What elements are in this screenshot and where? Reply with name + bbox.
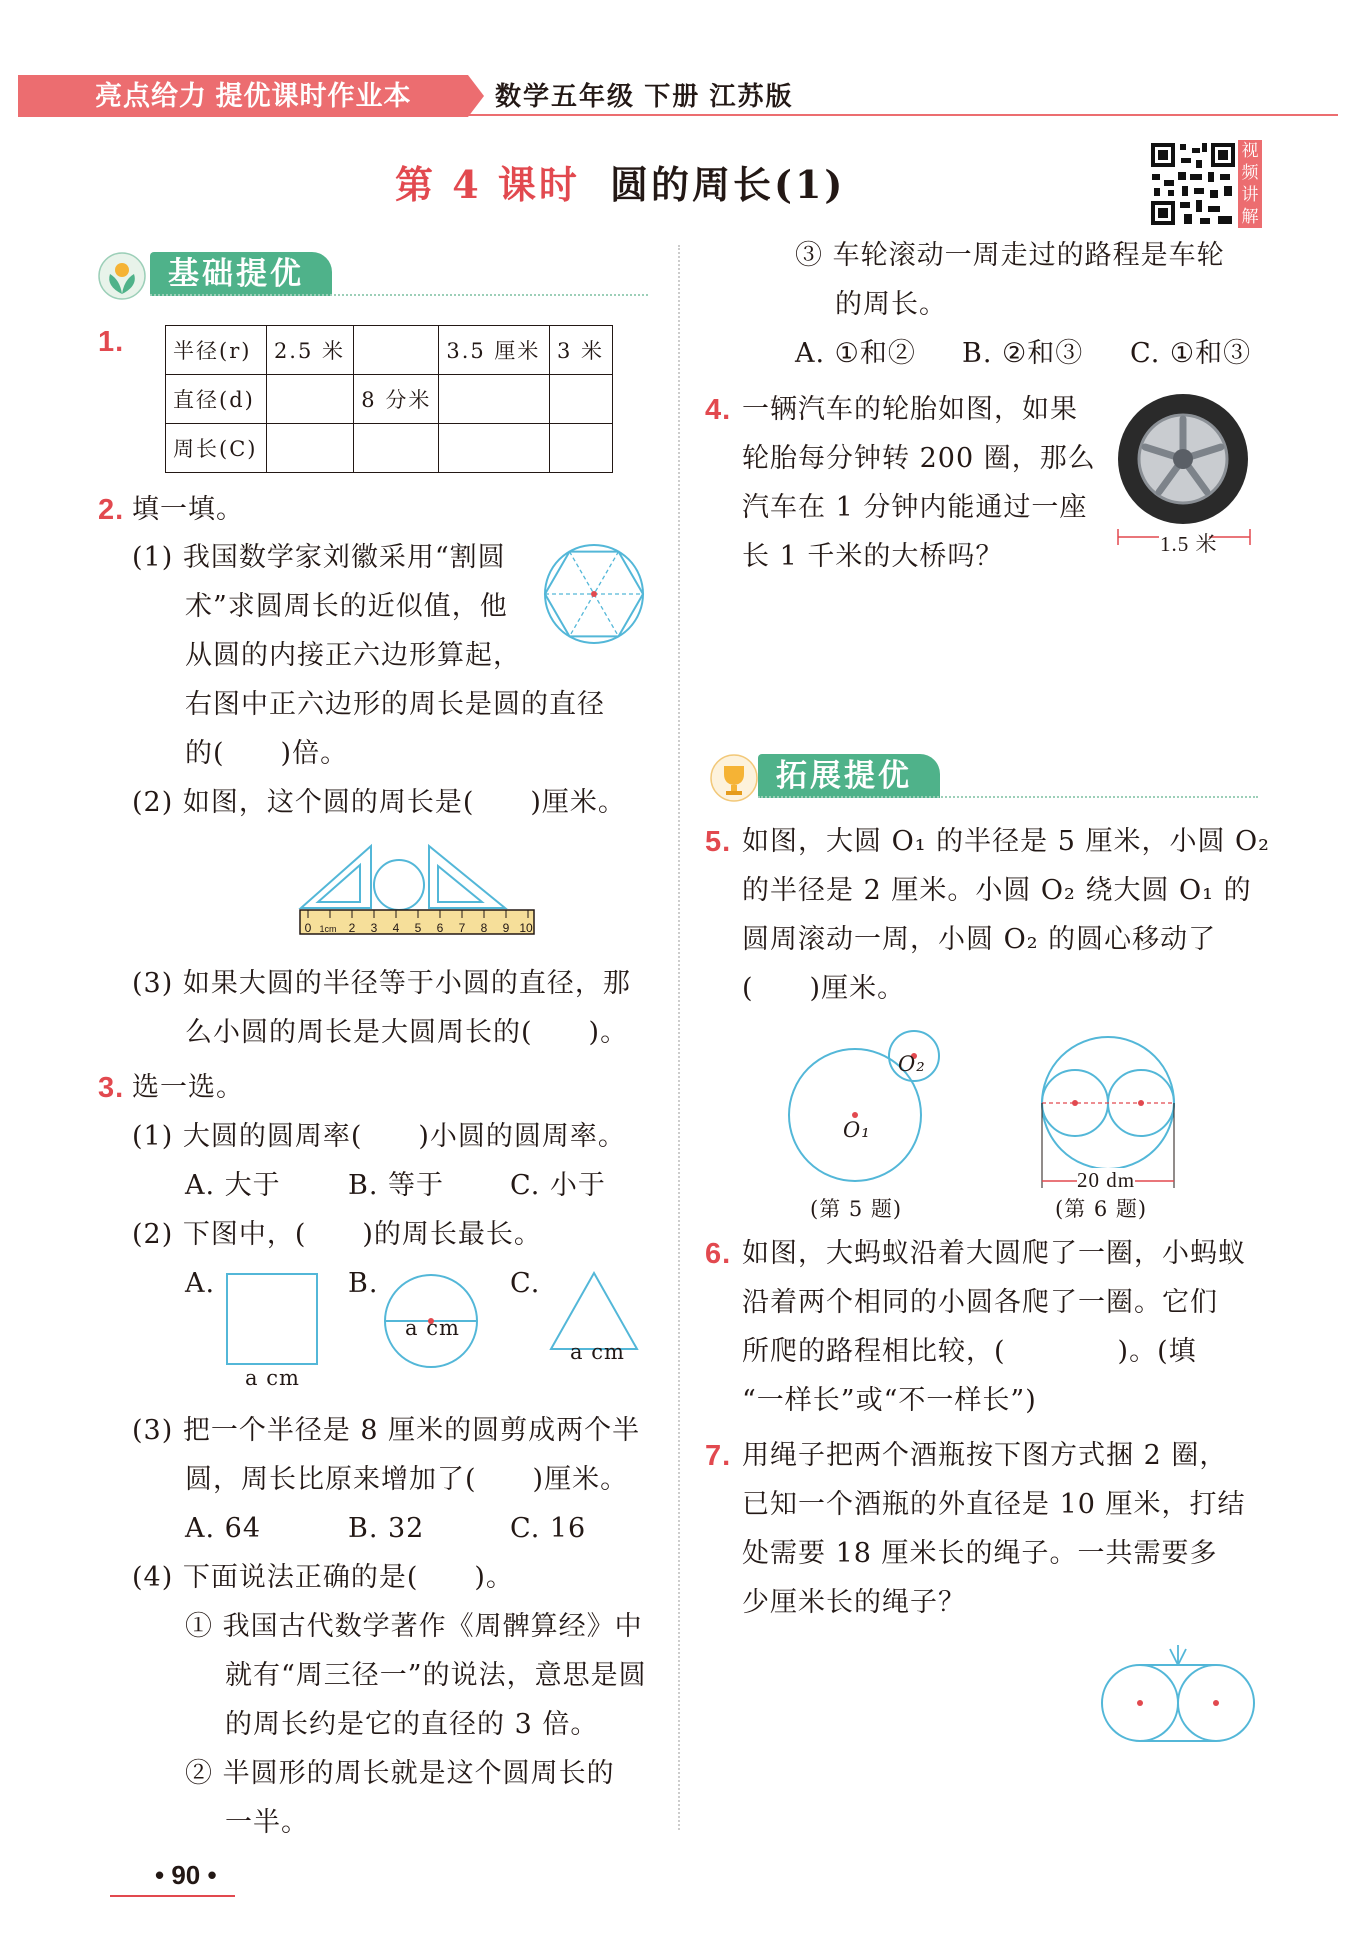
statement-text: ③ 车轮滚动一周走过的路程是车轮 xyxy=(795,240,1225,271)
triangle-side-label: a cm xyxy=(570,1340,625,1364)
table-cell: 2.5 米 xyxy=(266,326,353,375)
question-text: (1) 我国数学家刘徽采用“割圆 xyxy=(132,542,506,573)
question-text: 一辆汽车的轮胎如图，如果 xyxy=(742,394,1078,425)
ruler-triangles-figure xyxy=(298,838,538,940)
diameter-label: a cm xyxy=(405,1316,460,1340)
page-title: 圆的周长(1) xyxy=(610,162,846,207)
tag-char: 解 xyxy=(1241,207,1259,227)
question-text: 如图，大蚂蚁沿着大圆爬了一圈，小蚂蚁 xyxy=(742,1238,1246,1269)
question-text: 已知一个酒瓶的外直径是 10 厘米，打结 xyxy=(742,1489,1246,1520)
qr-code-icon[interactable] xyxy=(1148,140,1238,228)
question-text: 圆周滚动一周，小圆 O₂ 的圆心移动了 xyxy=(742,924,1217,955)
option-a[interactable]: A. xyxy=(185,1268,216,1299)
table-cell[interactable] xyxy=(550,424,613,473)
ruler-tick-label: 8 xyxy=(480,921,488,935)
question-text: 轮胎每分钟转 200 圈，那么 xyxy=(742,443,1096,474)
book-info: 数学五年级 下册 江苏版 xyxy=(495,81,794,111)
ruler-tick-label: 1cm xyxy=(319,924,337,934)
question-text: “一样长”或“不一样长”) xyxy=(742,1385,1037,1416)
hexagon-in-circle-figure xyxy=(542,542,647,647)
statement-text: 就有“周三径一”的说法，意思是圆 xyxy=(225,1660,647,1691)
table-cell[interactable] xyxy=(354,424,439,473)
ruler-tick-label: 6 xyxy=(436,921,444,935)
question-text: 少厘米长的绳子？ xyxy=(742,1587,966,1618)
table-cell[interactable] xyxy=(354,326,439,375)
table-cell[interactable] xyxy=(439,424,550,473)
section-basic-title: 基础提优 xyxy=(150,252,332,296)
section-underline xyxy=(150,294,648,296)
question-text: 沿着两个相同的小圆各爬了一圈。它们 xyxy=(742,1287,1218,1318)
option-a[interactable]: A. 大于 xyxy=(185,1170,281,1201)
question-number: 6. xyxy=(705,1238,732,1270)
question-text: 用绳子把两个酒瓶按下图方式捆 2 圈， xyxy=(742,1440,1228,1471)
table-row xyxy=(166,424,613,473)
question-heading: 选一选。 xyxy=(132,1072,244,1103)
table-cell: 直径(d) xyxy=(166,375,267,424)
option-a[interactable]: A. ①和② xyxy=(795,338,916,369)
tag-char: 频 xyxy=(1241,163,1259,183)
table-cell: 3.5 厘米 xyxy=(439,326,550,375)
question-text: 汽车在 1 分钟内能通过一座 xyxy=(742,492,1088,523)
section-extend-title: 拓展提优 xyxy=(758,754,940,798)
column-divider xyxy=(678,245,680,1830)
question-number: 7. xyxy=(705,1440,732,1472)
page-number-rule xyxy=(110,1895,235,1897)
question-text: 的( )倍。 xyxy=(185,738,349,769)
table-cell: 8 分米 xyxy=(354,375,439,424)
radius-table xyxy=(165,325,613,473)
table-cell[interactable] xyxy=(266,375,353,424)
ruler-tick-label: 4 xyxy=(392,921,400,935)
option-a[interactable]: A. 64 xyxy=(185,1513,262,1544)
table-cell: 半径(r) xyxy=(166,326,267,375)
option-b[interactable]: B. 32 xyxy=(348,1513,425,1544)
table-cell[interactable] xyxy=(266,424,353,473)
table-row xyxy=(166,375,613,424)
figure-caption: (第 5 题) xyxy=(810,1197,903,1221)
tire-diameter-label: 1.5 米 xyxy=(1160,532,1218,556)
lesson-number: 第 4 课时 xyxy=(395,162,580,207)
diameter-label: 20 dm xyxy=(1077,1168,1136,1192)
question-text: (3) 把一个半径是 8 厘米的圆剪成两个半 xyxy=(132,1415,641,1446)
table-cell: 3 米 xyxy=(550,326,613,375)
ruler-tick-label: 0 xyxy=(304,921,312,935)
square-figure xyxy=(225,1272,320,1367)
question-heading: 填一填。 xyxy=(132,494,244,525)
statement-text: ① 我国古代数学著作《周髀算经》中 xyxy=(185,1611,643,1642)
table-cell[interactable] xyxy=(550,375,613,424)
question-text: 从圆的内接正六边形算起， xyxy=(185,640,521,671)
center-o1-label: O₁ xyxy=(843,1118,871,1142)
question-text: 右图中正六边形的周长是圆的直径 xyxy=(185,689,605,720)
question-number: 2. xyxy=(98,494,125,526)
question-text: (2) 下图中，( )的周长最长。 xyxy=(132,1219,542,1250)
ruler-tick-label: 9 xyxy=(502,921,510,935)
table-row xyxy=(166,326,613,375)
question-text: 术”求圆周长的近似值，他 xyxy=(185,591,508,622)
option-c[interactable]: C. ①和③ xyxy=(1130,338,1252,369)
option-b[interactable]: B. xyxy=(348,1268,379,1299)
center-o2-label: O₂ xyxy=(898,1052,926,1076)
option-b[interactable]: B. ②和③ xyxy=(962,338,1084,369)
tag-char: 视 xyxy=(1241,141,1259,161)
figure-caption: (第 6 题) xyxy=(1055,1197,1148,1221)
option-b[interactable]: B. 等于 xyxy=(348,1170,445,1201)
ruler-tick-label: 10 xyxy=(519,921,533,935)
statement-text: 的周长。 xyxy=(835,289,947,320)
question-text: 长 1 千米的大桥吗？ xyxy=(742,541,1004,572)
section-underline xyxy=(758,796,1258,798)
question-number: 4. xyxy=(705,394,732,426)
sprout-icon xyxy=(96,250,152,300)
table-cell[interactable] xyxy=(439,375,550,424)
question-number: 3. xyxy=(98,1072,125,1104)
series-title: 亮点给力 提优课时作业本 xyxy=(95,81,412,111)
question-text: 如图，大圆 O₁ 的半径是 5 厘米，小圆 O₂ xyxy=(742,826,1271,857)
bottles-rope-figure xyxy=(1098,1635,1260,1745)
ruler-tick-label: 2 xyxy=(348,921,356,935)
page-number: • 90 • xyxy=(155,1860,217,1890)
question-text: 么小圆的周长是大圆周长的( )。 xyxy=(185,1017,629,1048)
header-band-tip xyxy=(468,75,484,117)
question-text: (3) 如果大圆的半径等于小圆的直径，那 xyxy=(132,968,631,999)
question-text: (2) 如图，这个圆的周长是( )厘米。 xyxy=(132,787,626,818)
question-text: (4) 下面说法正确的是( )。 xyxy=(132,1562,514,1593)
rolling-circles-figure xyxy=(785,1025,945,1185)
ruler-tick-label: 3 xyxy=(370,921,378,935)
statement-text: 的周长约是它的直径的 3 倍。 xyxy=(225,1709,599,1740)
question-text: ( )厘米。 xyxy=(742,973,906,1004)
tag-char: 讲 xyxy=(1241,185,1259,205)
question-text: 所爬的路程相比较，( )。(填 xyxy=(742,1336,1197,1367)
ruler-tick-label: 5 xyxy=(414,921,422,935)
question-text: 圆，周长比原来增加了( )厘米。 xyxy=(185,1464,629,1495)
statement-text: 一半。 xyxy=(225,1807,309,1838)
question-text: (1) 大圆的圆周率( )小圆的圆周率。 xyxy=(132,1121,626,1152)
trophy-icon xyxy=(708,752,760,802)
question-text: 处需要 18 厘米长的绳子。一共需要多 xyxy=(742,1538,1218,1569)
table-cell: 周长(C) xyxy=(166,424,267,473)
video-explain-tag[interactable] xyxy=(1238,140,1262,228)
ruler-tick-label: 7 xyxy=(458,921,466,935)
option-c[interactable]: C. 小于 xyxy=(510,1170,606,1201)
question-number: 1. xyxy=(98,326,125,358)
option-c[interactable]: C. 16 xyxy=(510,1513,587,1544)
question-number: 5. xyxy=(705,826,732,858)
option-c[interactable]: C. xyxy=(510,1268,541,1299)
question-text: 的半径是 2 厘米。小圆 O₂ 绕大圆 O₁ 的 xyxy=(742,875,1252,906)
statement-text: ② 半圆形的周长就是这个圆周长的 xyxy=(185,1758,615,1789)
square-side-label: a cm xyxy=(245,1366,300,1390)
